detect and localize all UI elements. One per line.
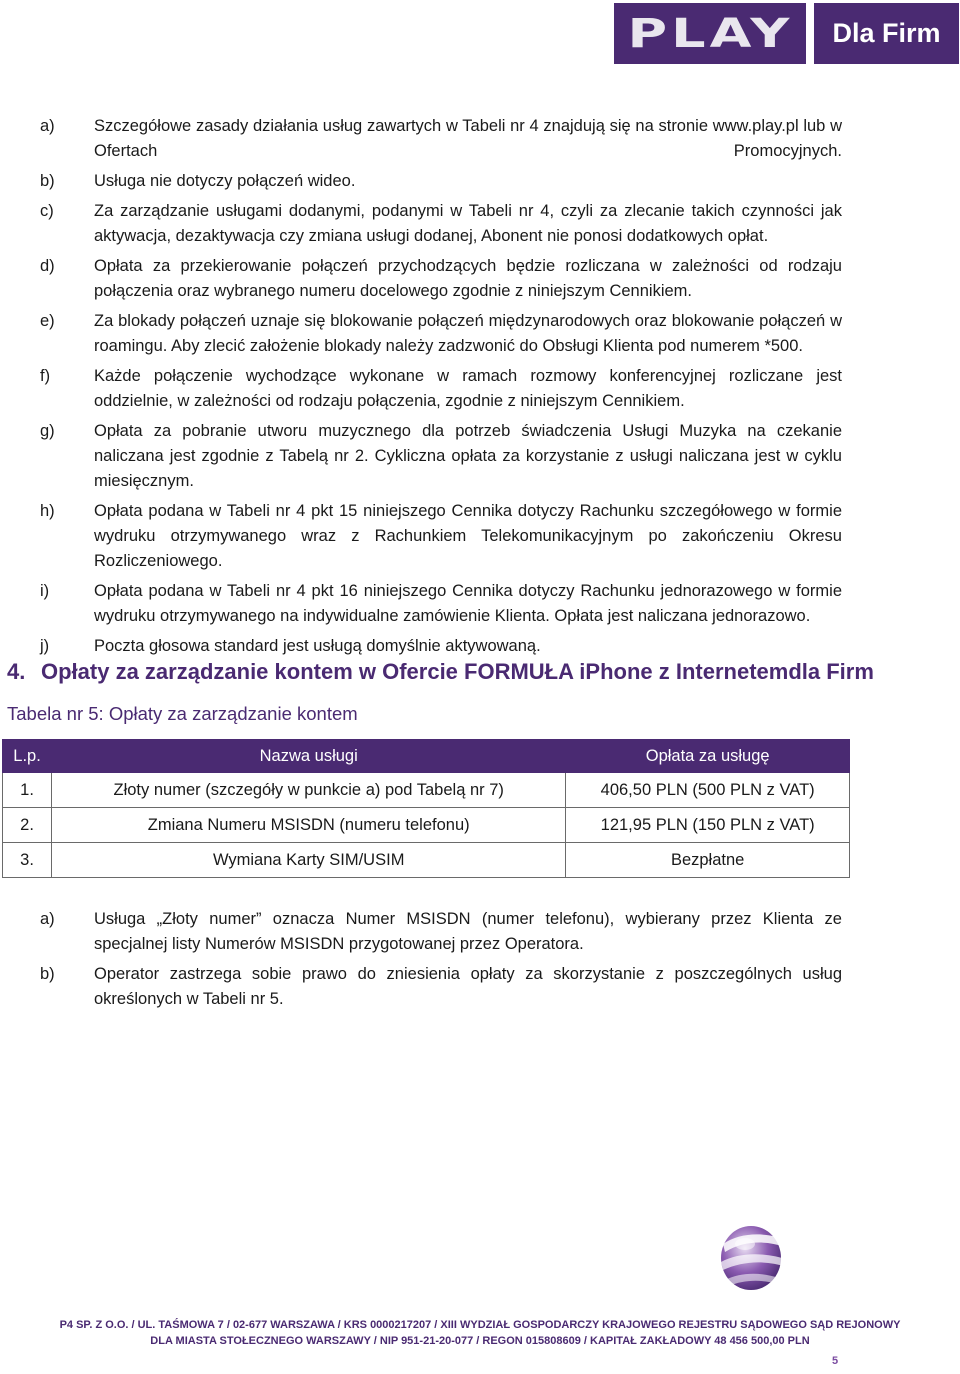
note-text: Każde połączenie wychodzące wykonane w ramach rozmowy konferencyjnej rozliczane jest oddzielnie, w zależności od rodzaju połączenia, zgodnie z niniejszym Cennikiem. — [94, 367, 842, 410]
note-marker: g) — [40, 422, 55, 440]
note-item — [0, 419, 960, 494]
table-row — [3, 843, 850, 878]
note-marker: a) — [40, 117, 55, 135]
fees-table — [2, 739, 850, 878]
note-text: Operator zastrzega sobie prawo do zniesienia opłaty za skorzystanie z poszczególnych usług określonych w Tabeli nr 5. — [94, 965, 842, 1008]
cell-fee: 406,50 PLN (500 PLN z VAT) — [566, 773, 850, 808]
note-item — [0, 364, 960, 414]
note-item — [0, 169, 960, 194]
note-item — [0, 114, 960, 164]
note-item — [0, 579, 960, 629]
note-marker: f) — [40, 367, 51, 385]
note-text: Usługa „Złoty numer” oznacza Numer MSISDN (numer telefonu), wybierany przez Klienta ze specjalnej listy Numerów MSISDN przygotowanej przez Operatora. — [94, 910, 842, 953]
note-marker: h) — [40, 502, 55, 520]
play-logo — [614, 3, 806, 64]
note-text: Opłata podana w Tabeli nr 4 pkt 16 niniejszego Cennika dotyczy Rachunku jednorazowego w formie wydruku otrzymywanego na indywidualne zamówienie Klienta. Opłata jest naliczana jednorazowo. — [94, 582, 842, 625]
table-header-row — [3, 740, 850, 773]
section-heading — [7, 659, 874, 685]
note-item — [0, 254, 960, 304]
cell-lp: 2. — [3, 808, 52, 843]
cell-lp: 3. — [3, 843, 52, 878]
cell-service-name: Złoty numer (szczegóły w punkcie a) pod Tabelą nr 7) — [52, 773, 566, 808]
note-text: Opłata za przekierowanie połączeń przychodzących będzie rozliczana w zależności od rodzaju połączenia oraz wybranego numeru docelowego zgodnie z niniejszym Cennikiem. — [94, 257, 842, 300]
cell-lp: 1. — [3, 773, 52, 808]
note-text: Szczegółowe zasady działania usług zawartych w Tabeli nr 4 znajdują się na stronie www.play.pl lub w Ofertach Promocyjnych. — [94, 117, 842, 160]
note-item — [0, 907, 960, 957]
footer-company-line-1: P4 SP. Z O.O. / UL. TAŚMOWA 7 / 02-677 WARSZAWA / KRS 0000217207 / XIII WYDZIAŁ GOSPODARCZY KRAJOWEGO REJESTRU SĄDOWEGO SĄD REJONOWY — [59, 1319, 901, 1331]
note-text: Za zarządzanie usługami dodanymi, podanymi w Tabeli nr 4, czyli za zlecanie takich czynności jak aktywacja, dezaktywacja czy zmiana usługi dodanej, Abonent nie ponosi dodatkowych opłat. — [94, 202, 842, 245]
section-title: Opłaty za zarządzanie kontem w Ofercie FORMUŁA iPhone z Internetemdla Firm — [41, 659, 874, 684]
cell-fee: Bezpłatne — [566, 843, 850, 878]
table-row — [3, 808, 850, 843]
cell-fee: 121,95 PLN (150 PLN z VAT) — [566, 808, 850, 843]
header-cell-service-name: Nazwa usługi — [52, 740, 566, 773]
note-item — [0, 309, 960, 359]
note-item — [0, 962, 960, 1012]
note-text: Za blokady połączeń uznaje się blokowanie połączeń międzynarodowych oraz blokowanie połączeń w roamingu. Aby zlecić założenie blokady należy zadzwonić do Obsługi Klienta pod numerem *500. — [94, 312, 842, 355]
note-item — [0, 199, 960, 249]
cell-service-name: Wymiana Karty SIM/USIM — [52, 843, 566, 878]
note-item — [0, 634, 960, 659]
dla-firm-logo-text: Dla Firm — [832, 18, 941, 48]
note-marker: i) — [40, 582, 50, 600]
note-marker: a) — [40, 910, 55, 928]
note-marker: b) — [40, 965, 55, 983]
cell-service-name: Zmiana Numeru MSISDN (numeru telefonu) — [52, 808, 566, 843]
note-marker: j) — [40, 637, 50, 655]
note-item — [0, 499, 960, 574]
footer-company-line-2: DLA MIASTA STOŁECZNEGO WARSZAWY / NIP 951-21-20-077 / REGON 015808609 / KAPITAŁ ZAKŁADOWY 48 456 500,00 PLN — [150, 1335, 810, 1347]
table-row — [3, 773, 850, 808]
note-marker: b) — [40, 172, 55, 190]
page-number: 5 — [832, 1355, 839, 1367]
notes-list-top — [0, 114, 960, 664]
header-cell-fee: Opłata za usługę — [566, 740, 850, 773]
dla-firm-logo — [814, 3, 959, 64]
note-text: Usługa nie dotyczy połączeń wideo. — [94, 172, 356, 190]
notes-list-bottom — [0, 907, 960, 1017]
note-marker: e) — [40, 312, 55, 330]
table-caption: Tabela nr 5: Opłaty za zarządzanie kontem — [7, 703, 358, 724]
header-cell-lp: L.p. — [3, 740, 52, 773]
note-text: Opłata za pobranie utworu muzycznego dla potrzeb świadczenia Usługi Muzyka na czekanie naliczana jest zgodnie z Tabelą nr 2. Cykliczna opłata za korzystanie z usługi naliczana jest w cyklu miesięcznym. — [94, 422, 842, 490]
note-marker: d) — [40, 257, 55, 275]
play-swirl-logo-icon — [715, 1214, 793, 1296]
note-text: Opłata podana w Tabeli nr 4 pkt 15 niniejszego Cennika dotyczy Rachunku szczegółowego w formie wydruku otrzymywanego wraz z Rachunkiem Telekomunikacyjnym po zakończeniu Okresu Rozliczeniowego. — [94, 502, 842, 570]
play-logo-text: PLAY — [627, 10, 793, 57]
note-marker: c) — [40, 202, 54, 220]
note-text: Poczta głosowa standard jest usługą domyślnie aktywowaną. — [94, 637, 541, 655]
section-number: 4. — [7, 659, 26, 684]
